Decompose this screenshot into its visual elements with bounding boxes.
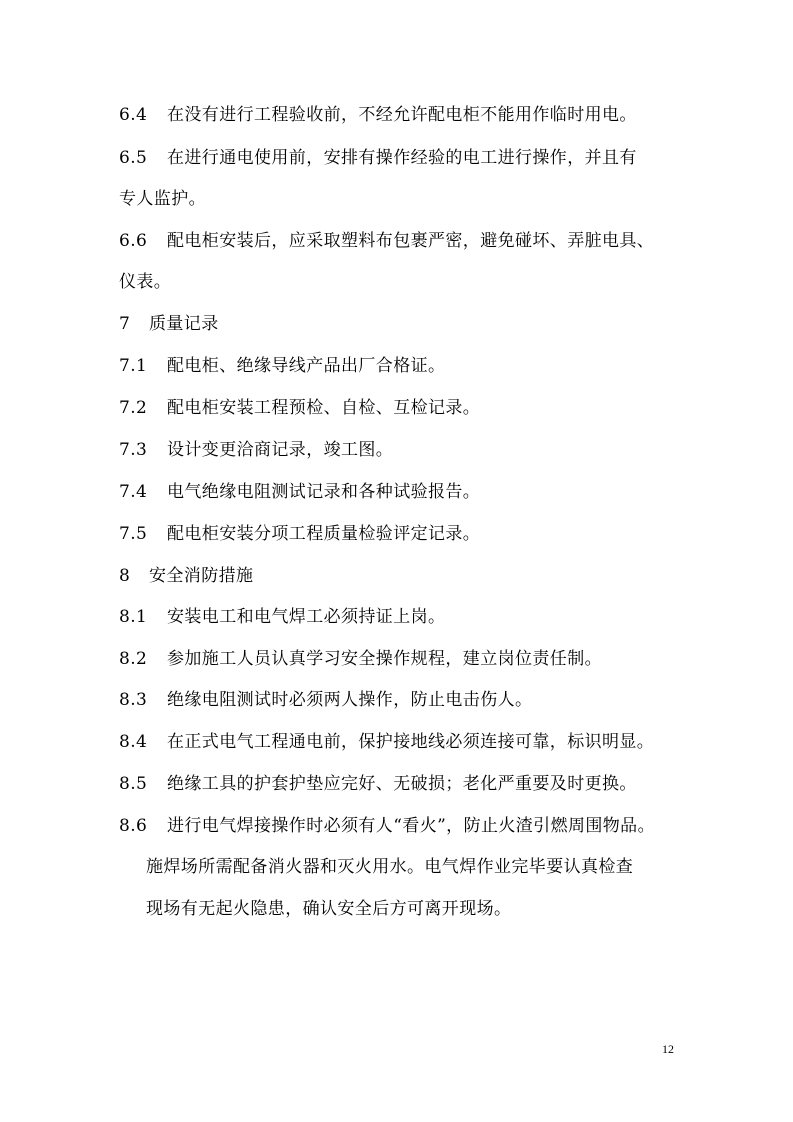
clause-8-6 bbox=[119, 816, 655, 836]
clause-number: 7.1 bbox=[119, 356, 148, 376]
clause-6-5-continuation bbox=[119, 189, 206, 209]
clause-8-2 bbox=[119, 649, 602, 669]
clause-number: 8.4 bbox=[119, 732, 148, 752]
clause-6-6-continuation bbox=[119, 272, 171, 292]
clause-8-1 bbox=[119, 607, 445, 627]
page-number: 12 bbox=[662, 1042, 674, 1056]
clause-text: 在正式电气工程通电前，保护接地线必须连接可靠，标识明显。 bbox=[167, 732, 655, 752]
clause-number: 7.3 bbox=[119, 440, 148, 460]
clause-7-5 bbox=[119, 524, 480, 544]
section-heading-8 bbox=[119, 566, 253, 586]
clause-text: 配电柜安装工程预检、自检、互检记录。 bbox=[167, 398, 481, 418]
clause-text: 安装电工和电气焊工必须持证上岗。 bbox=[167, 607, 446, 627]
clause-8-6-continuation bbox=[146, 899, 511, 919]
clause-number: 8.1 bbox=[119, 607, 148, 627]
clause-text: 绝缘工具的护套护垫应完好、无破损；老化严重要及时更换。 bbox=[167, 774, 637, 794]
clause-text: 配电柜安装后，应采取塑料布包裹严密，避免碰坏、弄脏电具、 bbox=[167, 231, 655, 251]
clause-text: 专人监护。 bbox=[119, 189, 206, 209]
clause-7-4 bbox=[119, 482, 480, 502]
clause-8-4 bbox=[119, 732, 654, 752]
section-title: 安全消防措施 bbox=[149, 566, 254, 586]
clause-text: 配电柜安装分项工程质量检验评定记录。 bbox=[167, 524, 481, 544]
clause-number: 6.5 bbox=[119, 148, 148, 168]
clause-number: 8.2 bbox=[119, 649, 148, 669]
clause-number: 7.5 bbox=[119, 524, 148, 544]
clause-8-6-continuation bbox=[146, 857, 633, 877]
clause-6-5 bbox=[119, 148, 637, 168]
clause-text: 参加施工人员认真学习安全操作规程，建立岗位责任制。 bbox=[167, 649, 602, 669]
clause-text: 施焊场所需配备消火器和灭火用水。电气焊作业完毕要认真检查 bbox=[146, 857, 634, 877]
clause-text: 在没有进行工程验收前，不经允许配电柜不能用作临时用电。 bbox=[167, 105, 637, 125]
clause-number: 8.6 bbox=[119, 816, 148, 836]
clause-text: 现场有无起火隐患，确认安全后方可离开现场。 bbox=[146, 899, 512, 919]
clause-7-1 bbox=[119, 356, 445, 376]
clause-6-4 bbox=[119, 105, 637, 125]
clause-number: 7.2 bbox=[119, 398, 148, 418]
clause-6-6 bbox=[119, 231, 654, 251]
clause-text: 绝缘电阻测试时必须两人操作，防止电击伤人。 bbox=[167, 690, 533, 710]
clause-number: 8.3 bbox=[119, 690, 148, 710]
section-number: 7 bbox=[119, 314, 131, 334]
clause-number: 8.5 bbox=[119, 774, 148, 794]
clause-text: 在进行通电使用前，安排有操作经验的电工进行操作，并且有 bbox=[167, 148, 637, 168]
clause-text: 电气绝缘电阻测试记录和各种试验报告。 bbox=[167, 482, 481, 502]
clause-text: 配电柜、绝缘导线产品出厂合格证。 bbox=[167, 356, 446, 376]
clause-7-2 bbox=[119, 398, 480, 418]
section-heading-7 bbox=[119, 314, 219, 334]
clause-number: 6.4 bbox=[119, 105, 148, 125]
clause-text: 设计变更洽商记录，竣工图。 bbox=[167, 440, 394, 460]
clause-text: 仪表。 bbox=[119, 272, 172, 292]
clause-8-5 bbox=[119, 774, 637, 794]
clause-7-3 bbox=[119, 440, 393, 460]
clause-text: 进行电气焊接操作时必须有人“看火”，防止火渣引燃周围物品。 bbox=[167, 816, 655, 836]
clause-number: 6.6 bbox=[119, 231, 148, 251]
clause-8-3 bbox=[119, 690, 532, 710]
clause-number: 7.4 bbox=[119, 482, 148, 502]
section-number: 8 bbox=[119, 566, 131, 586]
section-title: 质量记录 bbox=[149, 314, 219, 334]
